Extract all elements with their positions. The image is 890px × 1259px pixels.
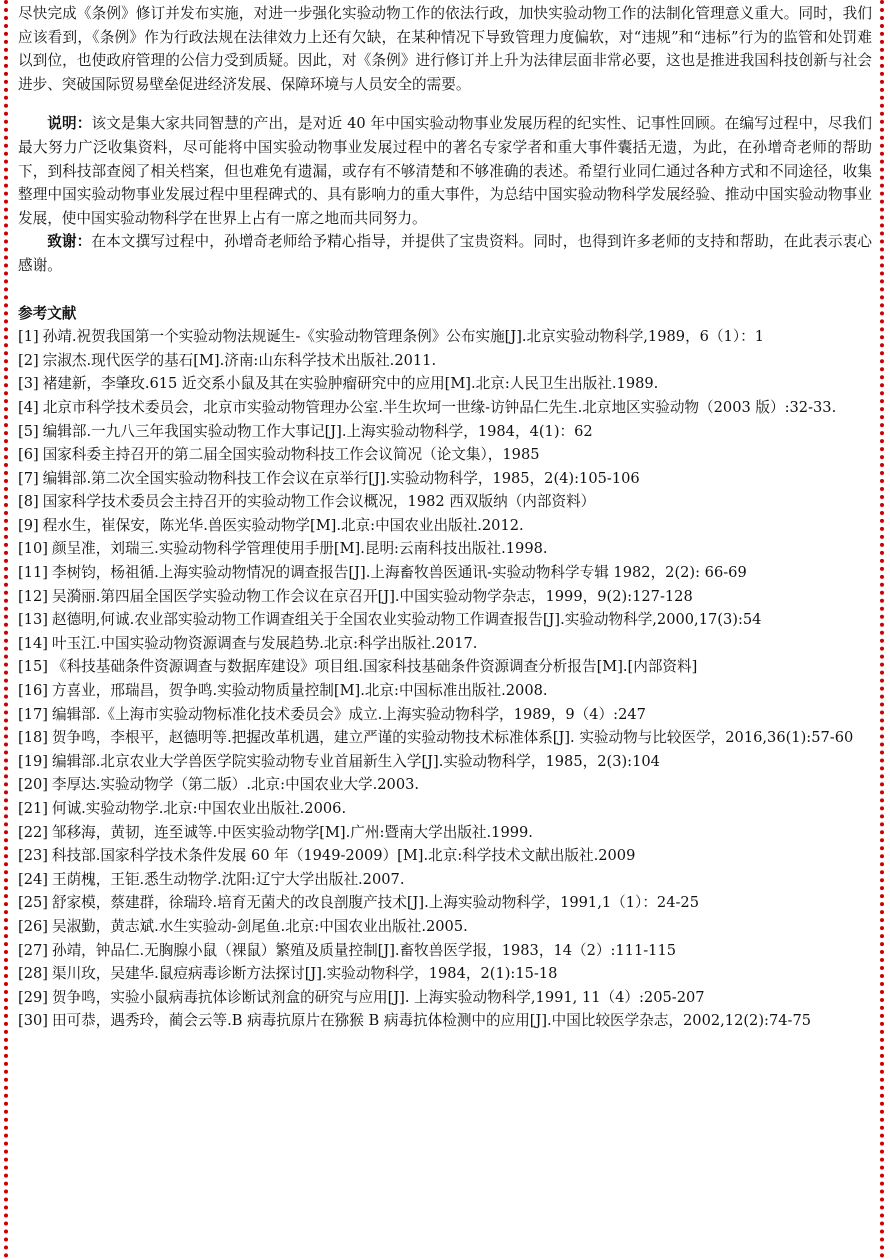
reference-number: [26] xyxy=(18,917,48,935)
reference-number: [12] xyxy=(18,587,48,605)
reference-item xyxy=(18,561,872,585)
reference-text: 程水生，崔保安，陈光华.兽医实验动物学[M].北京:中国农业出版社.2012. xyxy=(42,516,524,534)
reference-item xyxy=(18,726,872,750)
thanks-text: 在本文撰写过程中，孙增奇老师给予精心指导，并提供了宝贵资料。同时，也得到许多老师的支持和帮助，在此表示衷心感谢。 xyxy=(18,233,872,274)
reference-text: 舒家模，蔡建群，徐瑞玲.培育无菌犬的改良剖腹产技术[J].上海实验动物科学，1991,1（1）：24-25 xyxy=(51,894,699,912)
reference-item xyxy=(18,868,872,892)
reference-item xyxy=(18,655,872,679)
reference-number: [16] xyxy=(18,682,48,700)
reference-item xyxy=(18,821,872,845)
reference-item xyxy=(18,537,872,561)
reference-text: 颜呈准，刘瑞三.实验动物科学管理使用手册[M].昆明:云南科技出版社.1998. xyxy=(51,540,548,558)
paragraph-regulation-revision: 尽快完成《条例》修订并发布实施，对进一步强化实验动物工作的依法行政，加快实验动物工作的法制化管理意义重大。同时，我们应该看到，《条例》作为行政法规在法律效力上还有欠缺，在某种情况下导致管理力度偏软，对“违规”和“违标”行为的监管和处罚难以到位，也使政府管理的公信力受到质疑。因此，对《条例》进行修订并上升为法律层面非常必要，这也是推进我国科技创新与社会进步、突破国际贸易壁垒促进经济发展、保障环境与人员安全的需要。 xyxy=(18,5,872,93)
reference-item xyxy=(18,420,872,444)
reference-number: [9] xyxy=(18,516,39,534)
reference-item xyxy=(18,773,872,797)
reference-text: 褚建新，李肇玫.615 近交系小鼠及其在实验肿瘤研究中的应用[M].北京:人民卫生出版社.1989. xyxy=(42,375,659,393)
reference-text: 国家科委主持召开的第二届全国实验动物科技工作会议简况（论文集），1985 xyxy=(42,446,540,464)
reference-item xyxy=(18,585,872,609)
reference-item xyxy=(18,490,872,514)
reference-number: [11] xyxy=(18,564,48,582)
reference-item xyxy=(18,939,872,963)
reference-text: 孙靖.祝贺我国第一个实验动物法规诞生-《实验动物管理条例》公布实施[J].北京实验动物科学,1989，6（1）：1 xyxy=(42,328,765,346)
paragraph-note xyxy=(18,112,872,230)
reference-number: [23] xyxy=(18,847,48,865)
reference-number: [25] xyxy=(18,894,48,912)
reference-text: 方喜业，邢瑞昌，贺争鸣.实验动物质量控制[M].北京:中国标准出版社.2008. xyxy=(51,682,548,700)
reference-number: [20] xyxy=(18,776,48,794)
reference-item xyxy=(18,679,872,703)
thanks-label: 致谢： xyxy=(47,233,92,251)
reference-item xyxy=(18,986,872,1010)
reference-text: 编辑部.一九八三年我国实验动物工作大事记[J].上海实验动物科学，1984，4(1)：62 xyxy=(42,422,593,440)
spacer xyxy=(18,278,872,302)
reference-item xyxy=(18,467,872,491)
spacer xyxy=(18,96,872,112)
reference-text: 李厚达.实验动物学（第二版）.北京:中国农业大学.2003. xyxy=(51,776,420,794)
reference-number: [3] xyxy=(18,375,39,393)
reference-number: [22] xyxy=(18,823,48,841)
reference-item xyxy=(18,514,872,538)
reference-item xyxy=(18,396,872,420)
reference-text: 编辑部.《上海市实验动物标准化技术委员会》成立.上海实验动物科学，1989，9（4）:247 xyxy=(51,705,646,723)
reference-text: 田可恭，遇秀玲，蔺会云等.B 病毒抗原片在猕猴 B 病毒抗体检测中的应用[J].中国比较医学杂志，2002,12(2):74-75 xyxy=(51,1012,812,1030)
reference-item xyxy=(18,844,872,868)
reference-number: [29] xyxy=(18,988,48,1006)
reference-number: [21] xyxy=(18,800,48,817)
reference-number: [24] xyxy=(18,870,48,888)
reference-text: 王荫槐，王钜.悉生动物学.沈阳:辽宁大学出版社.2007. xyxy=(51,870,405,888)
reference-text: 编辑部.北京农业大学兽医学院实验动物专业首届新生入学[J].实验动物科学，1985，2(3):104 xyxy=(51,752,660,770)
reference-number: [14] xyxy=(18,634,48,652)
reference-text: 编辑部.第二次全国实验动物科技工作会议在京举行[J].实验动物科学，1985，2(4):105-106 xyxy=(42,469,640,487)
reference-text: 科技部.国家科学技术条件发展 60 年（1949-2009）[M].北京:科学技术文献出版社.2009 xyxy=(51,847,636,865)
reference-number: [10] xyxy=(18,540,48,558)
reference-item xyxy=(18,891,872,915)
reference-number: [18] xyxy=(18,729,48,747)
reference-number: [28] xyxy=(18,965,48,983)
reference-number: [27] xyxy=(18,941,48,959)
reference-item xyxy=(18,325,872,349)
reference-number: [30] xyxy=(18,1012,48,1030)
references-heading: 参考文献 xyxy=(18,304,77,322)
paragraph-acknowledgement xyxy=(18,230,872,277)
reference-text: 孙靖，钟品仁.无胸腺小鼠（裸鼠）繁殖及质量控制[J].畜牧兽医学报，1983，14（2）:111-115 xyxy=(51,941,677,959)
reference-text: 吴淑勤，黄志斌.水生实验动-剑尾鱼.北京:中国农业出版社.2005. xyxy=(51,917,468,935)
reference-item xyxy=(18,750,872,774)
reference-number: [5] xyxy=(18,422,39,440)
reference-text: 《科技基础条件资源调查与数据库建设》项目组.国家科技基础条件资源调查分析报告[M].[内部资料] xyxy=(51,658,698,676)
note-text: 该文是集大家共同智慧的产出，是对近 40 年中国实验动物事业发展历程的纪实性、记事性回顾。在编写过程中，尽我们最大努力广泛收集资料，尽可能将中国实验动物事业发展过程中的著名专家学者和重大事件囊括无遗，为此，在孙增奇老师的帮助下，到科技部查阅了相关档案，但也难免有遗漏，或存有不够清楚和不够准确的表述。希望行业同仁通过各种方式和不同途径，收集整理中国实验动物事业发展过程中里程碑式的、具有影响力的重大事件，为总结中国实验动物科学发展经验、推动中国实验动物事业发展，使中国实验动物科学在世界上占有一席之地而共同努力。 xyxy=(18,115,872,227)
reference-text: 贺争鸣，李根平，赵德明等.把握改革机遇，建立严谨的实验动物技术标准体系[J]. 实验动物与比较医学，2016,36(1):57-60 xyxy=(51,729,854,747)
reference-item xyxy=(18,372,872,396)
reference-number: [15] xyxy=(18,658,48,676)
reference-item xyxy=(18,797,872,821)
reference-item xyxy=(18,349,872,373)
reference-text: 国家科学技术委员会主持召开的实验动物工作会议概况，1982 西双版纳（内部资料） xyxy=(42,493,596,511)
reference-item xyxy=(18,443,872,467)
reference-item xyxy=(18,1009,872,1033)
reference-item xyxy=(18,962,872,986)
reference-text: 渠川玫，吴建华.鼠痘病毒诊断方法探讨[J].实验动物科学，1984，2(1):15-18 xyxy=(51,965,558,983)
reference-number: [2] xyxy=(18,351,39,369)
reference-text: 北京市科学技术委员会，北京市实验动物管理办公室.半生坎坷一世缘-访钟品仁先生.北京地区实验动物（2003 版）:32-33. xyxy=(42,398,837,416)
document-page xyxy=(4,0,884,1259)
reference-item xyxy=(18,632,872,656)
reference-number: [6] xyxy=(18,446,39,464)
reference-number: [7] xyxy=(18,469,39,487)
reference-item xyxy=(18,915,872,939)
reference-number: [19] xyxy=(18,752,48,770)
note-label: 说明： xyxy=(47,115,92,133)
reference-text: 何诚.实验动物学.北京:中国农业出版社.2006. xyxy=(51,800,347,817)
reference-number: [17] xyxy=(18,705,48,723)
reference-item xyxy=(18,608,872,632)
reference-number: [13] xyxy=(18,611,48,629)
reference-text: 李树钧，杨祖循.上海实验动物情况的调查报告[J].上海畜牧兽医通讯-实验动物科学专辑 1982，2(2): 66-69 xyxy=(51,564,747,582)
reference-text: 叶玉江.中国实验动物资源调查与发展趋势.北京:科学出版社.2017. xyxy=(51,634,478,652)
reference-number: [1] xyxy=(18,328,39,346)
references-list xyxy=(18,325,872,1033)
reference-text: 吴漪丽.第四届全国医学实验动物工作会议在京召开[J].中国实验动物学杂志，1999，9(2):127-128 xyxy=(51,587,693,605)
reference-text: 邹移海，黄韧，连至诚等.中医实验动物学[M].广州:暨南大学出版社.1999. xyxy=(51,823,533,841)
reference-number: [8] xyxy=(18,493,39,511)
reference-text: 贺争鸣，实验小鼠病毒抗体诊断试剂盒的研究与应用[J]. 上海实验动物科学,1991, 11（4）:205-207 xyxy=(51,988,705,1006)
reference-item xyxy=(18,703,872,727)
reference-text: 宗淑杰.现代医学的基石[M].济南:山东科学技术出版社.2011. xyxy=(42,351,437,369)
reference-number: [4] xyxy=(18,398,39,416)
reference-text: 赵德明,何诚.农业部实验动物工作调查组关于全国农业实验动物工作调查报告[J].实验动物科学,2000,17(3):54 xyxy=(51,611,762,629)
